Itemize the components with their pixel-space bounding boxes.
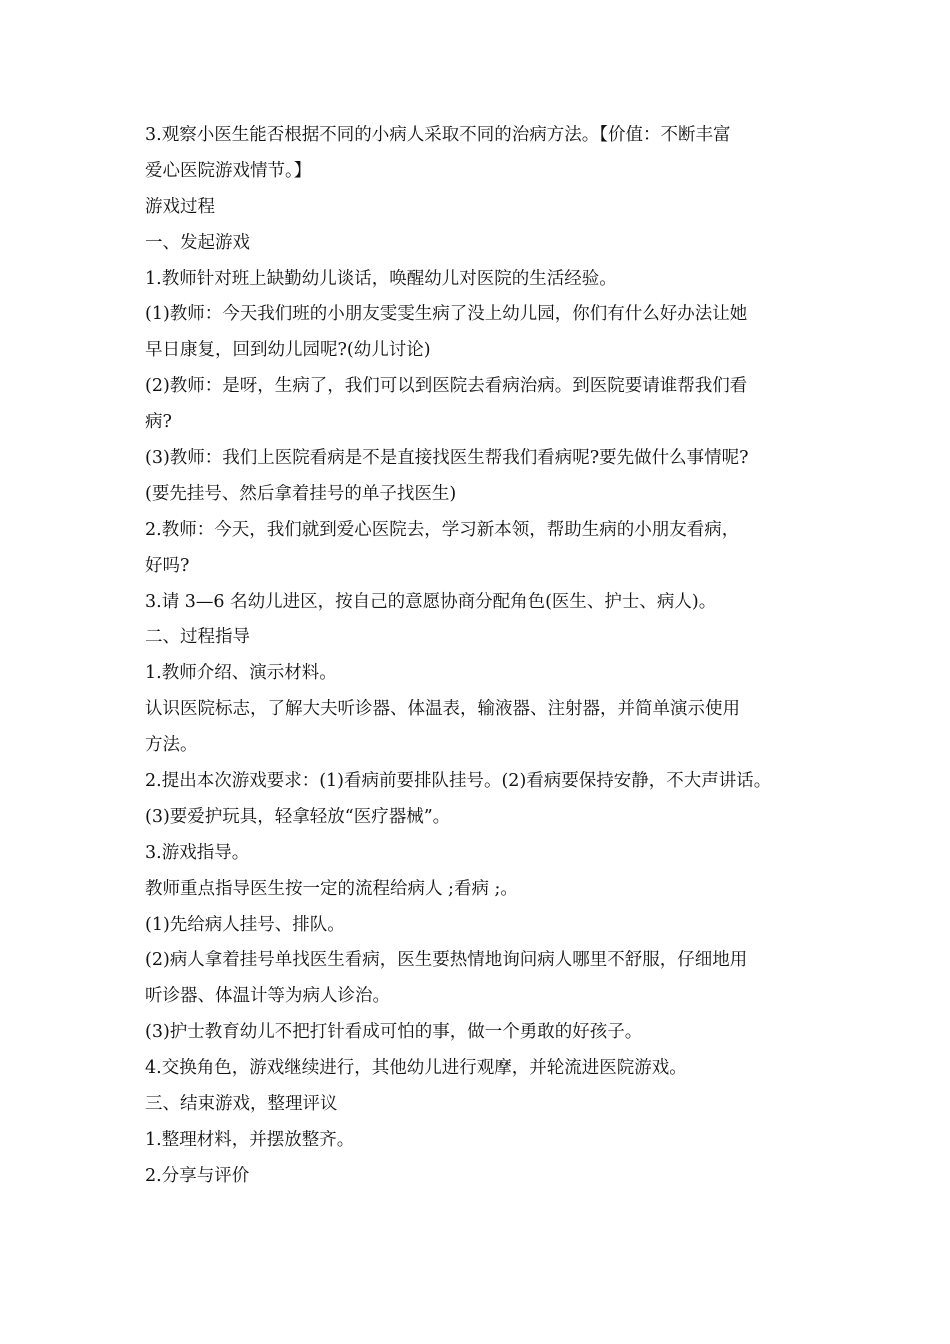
text-line: 2.教师：今天，我们就到爱心医院去，学习新本领，帮助生病的小朋友看病， [145, 519, 740, 540]
text-line: (3)教师：我们上医院看病是不是直接找医生帮我们看病呢?要先做什么事情呢? [145, 448, 749, 469]
text-line: 认识医院标志，了解大夫听诊器、体温表，输液器、注射器，并简单演示使用 [145, 699, 740, 720]
section-heading: 一、发起游戏 [145, 232, 250, 253]
text-line: 好吗? [145, 555, 190, 576]
text-line: (3)护士教育幼儿不把打针看成可怕的事，做一个勇敢的好孩子。 [145, 1022, 643, 1043]
text-line: 病? [145, 412, 172, 433]
text-line: 1.教师介绍、演示材料。 [145, 663, 337, 684]
text-line: (2)病人拿着挂号单找医生看病，医生要热情地询问病人哪里不舒服，仔细地用 [145, 950, 748, 971]
document-body [145, 118, 835, 1195]
text-line: 教师重点指导医生按一定的流程给病人 ;看病 ;。 [145, 878, 518, 899]
section-heading: 游戏过程 [145, 196, 215, 217]
text-line: 早日康复，回到幼儿园呢?(幼儿讨论) [145, 340, 431, 361]
text-line: (1)教师：今天我们班的小朋友雯雯生病了没上幼儿园，你们有什么好办法让她 [145, 304, 748, 325]
text-line: 2.分享与评价 [145, 1165, 250, 1186]
text-line: 方法。 [145, 735, 198, 756]
text-line: 1.教师针对班上缺勤幼儿谈话，唤醒幼儿对医院的生活经验。 [145, 268, 617, 289]
text-line: 1.整理材料，并摆放整齐。 [145, 1129, 355, 1150]
text-line: 3.游戏指导。 [145, 842, 250, 863]
text-line: (要先挂号、然后拿着挂号的单子找医生) [145, 483, 457, 504]
text-line: 听诊器、体温计等为病人诊治。 [145, 986, 390, 1007]
section-heading: 二、过程指导 [145, 627, 250, 648]
text-line: 3.请 3—6 名幼儿进区，按自己的意愿协商分配角色(医生、护士、病人)。 [145, 591, 717, 612]
text-line: 3.观察小医生能否根据不同的小病人采取不同的治病方法。【价值：不断丰富 [145, 125, 731, 145]
text-line: 爱心医院游戏情节。】 [145, 160, 312, 181]
text-line: (2)教师：是呀，生病了，我们可以到医院去看病治病。到医院要请谁帮我们看 [145, 376, 748, 397]
text-line: (1)先给病人挂号、排队。 [145, 914, 345, 935]
text-line: 4.交换角色，游戏继续进行，其他幼儿进行观摩，并轮流进医院游戏。 [145, 1058, 687, 1079]
text-line: (3)要爱护玩具，轻拿轻放“医疗器械”。 [145, 806, 451, 827]
section-heading: 三、结束游戏，整理评议 [145, 1094, 338, 1115]
text-line: 2.提出本次游戏要求：(1)看病前要排队挂号。(2)看病要保持安静，不大声讲话。 [145, 771, 772, 792]
